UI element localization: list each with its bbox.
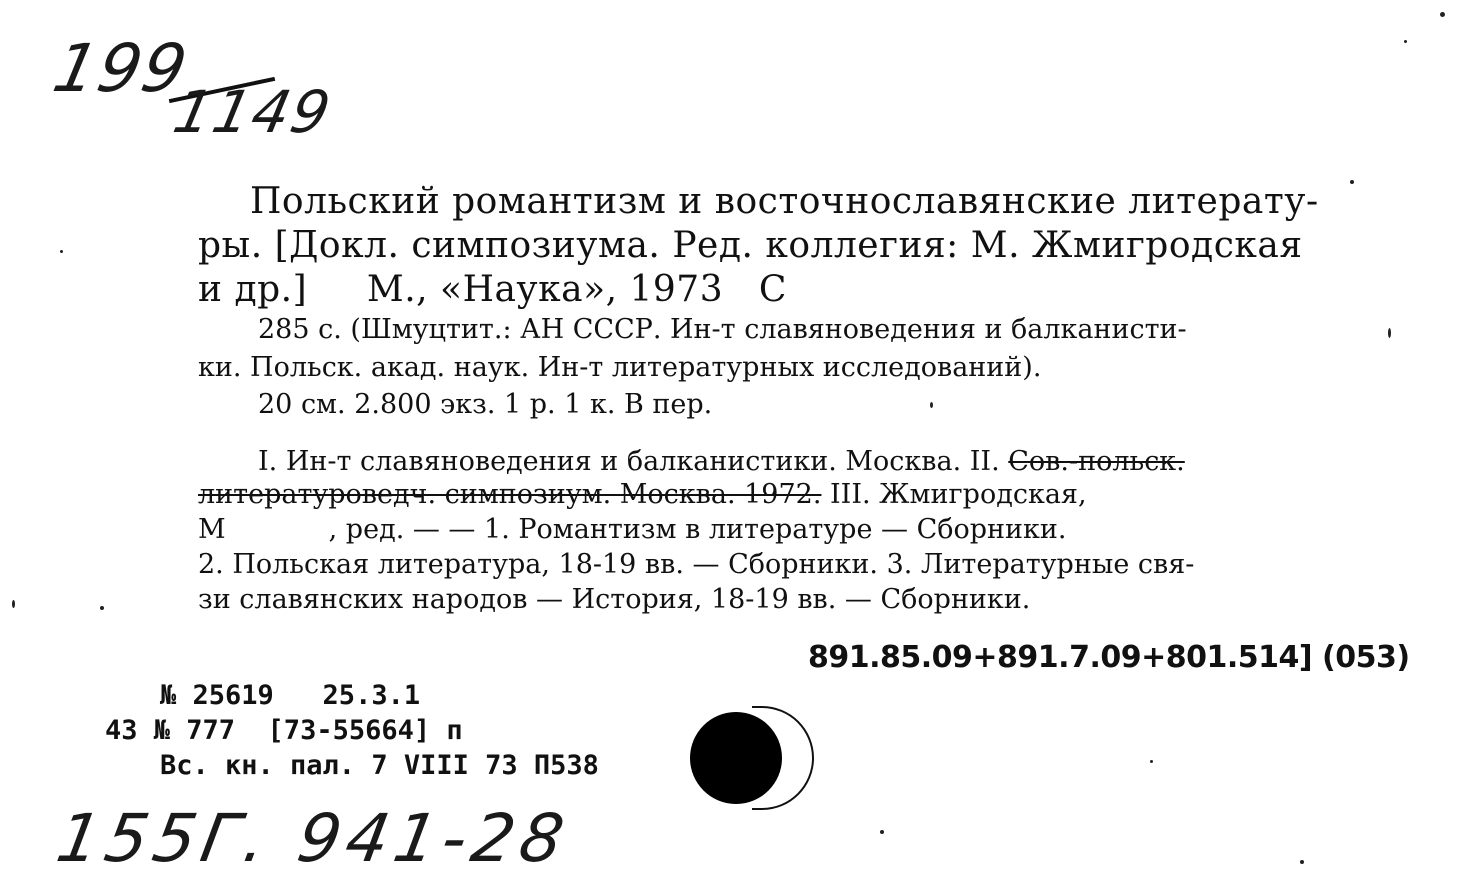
title-line-3: и др.] М., «Наука», 1973 С — [198, 269, 787, 310]
scan-speck — [880, 830, 884, 834]
description-line-1: 285 с. (Шмуцтит.: АН СССР. Ин-т славяноведения и балканисти- — [258, 314, 1187, 345]
description-line-3: 20 см. 2.800 экз. 1 р. 1 к. В пер. — [258, 389, 713, 420]
registry-line-3: Вс. кн. пал. 7 VIII 73 П538 — [160, 750, 599, 781]
registry-line-2: 43 № 777 [73-55664] п — [105, 715, 463, 746]
description-line-2: ки. Польск. акад. наук. Ин-т литературных исследований). — [198, 352, 1042, 383]
subject-text: III. Жмигродская, — [821, 479, 1087, 510]
scan-speck — [1150, 760, 1153, 763]
scan-speck — [1350, 180, 1354, 184]
title-line-2: ры. [Докл. симпозиума. Ред. коллегия: М. Жмигродская — [198, 225, 1303, 266]
scan-speck — [930, 402, 933, 408]
title-line-1: Польский романтизм и восточнославянские литерату- — [250, 181, 1319, 222]
scan-speck — [100, 606, 104, 610]
call-number-bottom: 1149 — [167, 78, 338, 146]
udc-classification: 891.85.09+891.7.09+801.514] (053) — [808, 640, 1410, 675]
call-number-top: 199 — [46, 30, 196, 107]
subject-line-5: зи славянских народов — История, 18-19 вв. — Сборники. — [198, 584, 1031, 615]
struck-text: литературоведч. симпозиум. Москва. 1972. — [198, 479, 822, 510]
scan-speck — [1404, 40, 1407, 43]
shelf-mark: 155Г. 941-28 — [51, 800, 576, 877]
subject-text: I. Ин-т славяноведения и балканистики. Москва. II. — [258, 446, 1009, 477]
subject-line-4: 2. Польская литература, 18-19 вв. — Сборники. 3. Литературные свя- — [198, 549, 1195, 580]
punch-hole-outline — [752, 706, 814, 810]
scan-speck — [1388, 328, 1391, 338]
subject-line-3: М , ред. — — 1. Романтизм в литературе — Сборники. — [198, 514, 1067, 545]
scan-speck — [1300, 860, 1304, 864]
struck-text: Сов.-польск. — [1008, 446, 1185, 477]
scan-speck — [60, 250, 63, 253]
subject-line-2 — [198, 475, 1338, 515]
scan-speck — [12, 600, 15, 608]
registry-line-1: № 25619 25.3.1 — [160, 680, 421, 711]
scan-speck — [1440, 12, 1445, 17]
